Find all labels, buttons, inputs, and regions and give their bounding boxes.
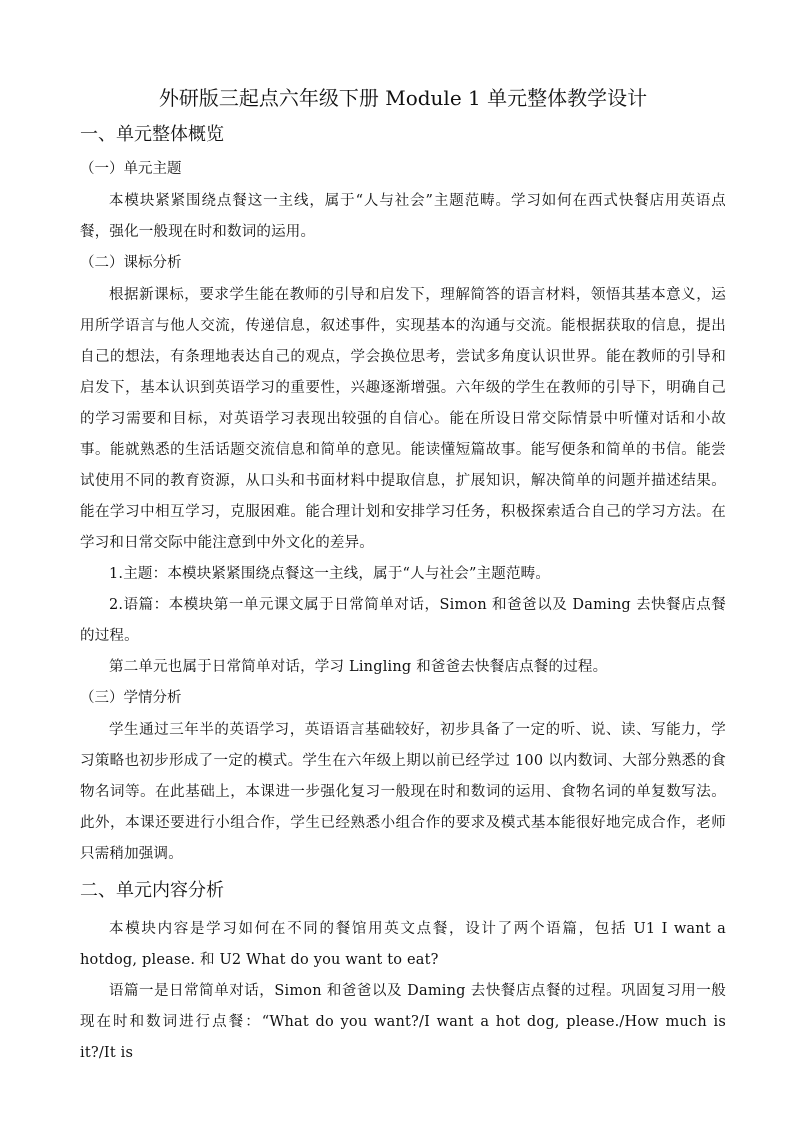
- learner-analysis-paragraph: 学生通过三年半的英语学习，英语语言基础较好，初步具备了一定的听、说、读、写能力，学习策略也初步形成了一定的模式。学生在六年级上期以前已经学过 100 以内数词、大部分熟悉的食物名词等。在此基础上，本课进一步强化复习一般现在时和数词的运用、食物名词的单复数写法。此外，本课还要进行小组合作，学生已经熟悉小组合作的要求及模式基本能很好地完成合作，老师只需稍加强调。: [80, 722, 726, 862]
- curriculum-theme-item: 1.主题：本模块紧紧围绕点餐这一主线，属于“人与社会”主题范畴。: [109, 566, 551, 582]
- discourse-one-paragraph: 语篇一是日常简单对话，Simon 和爸爸以及 Daming 去快餐店点餐的过程。巩固复习用一般现在时和数词进行点餐：“What do you want?/I want a hot dog, please./How much is it?/It is: [80, 983, 726, 1061]
- document-title: 外研版三起点六年级下册 Module 1 单元整体教学设计: [158, 86, 648, 110]
- unit-theme-paragraph: 本模块紧紧围绕点餐这一主线，属于“人与社会”主题范畴。学习如何在西式快餐店用英语点餐，强化一般现在时和数词的运用。: [80, 193, 726, 240]
- subsection-unit-theme-heading: （一）单元主题: [80, 161, 182, 177]
- section-2-heading: 二、单元内容分析: [80, 880, 224, 901]
- section-1-heading: 一、单元整体概览: [80, 124, 224, 145]
- subsection-curriculum-analysis-heading: （二）课标分析: [80, 255, 182, 271]
- curriculum-unit2-paragraph: 第二单元也属于日常简单对话，学习 Lingling 和爸爸去快餐店点餐的过程。: [109, 659, 608, 675]
- subsection-learner-analysis-heading: （三）学情分析: [80, 690, 182, 706]
- curriculum-analysis-paragraph: 根据新课标，要求学生能在教师的引导和启发下，理解简答的语言材料，领悟其基本意义，运用所学语言与他人交流，传递信息，叙述事件，实现基本的沟通与交流。能根据获取的信息，提出自己的想法，有条理地表达自己的观点，学会换位思考，尝试多角度认识世界。能在教师的引导和启发下，基本认识到英语学习的重要性，兴趣逐渐增强。六年级的学生在教师的引导下，明确自己的学习需要和目标，对英语学习表现出较强的自信心。能在所设日常交际情景中听懂对话和小故事。能就熟悉的生活话题交流信息和简单的意见。能读懂短篇故事。能写便条和简单的书信。能尝试使用不同的教育资源，从口头和书面材料中提取信息，扩展知识，解决简单的问题并描述结果。能在学习中相互学习，克服困难。能合理计划和安排学习任务，积极探索适合自己的学习方法。在学习和日常交际中能注意到中外文化的差异。: [80, 287, 726, 551]
- curriculum-discourse-item: 2.语篇：本模块第一单元课文属于日常简单对话，Simon 和爸爸以及 Daming 去快餐店点餐的过程。: [80, 597, 726, 644]
- content-analysis-paragraph: 本模块内容是学习如何在不同的餐馆用英文点餐，设计了两个语篇，包括 U1 I want a hotdog, please. 和 U2 What do you want to eat?: [80, 921, 726, 968]
